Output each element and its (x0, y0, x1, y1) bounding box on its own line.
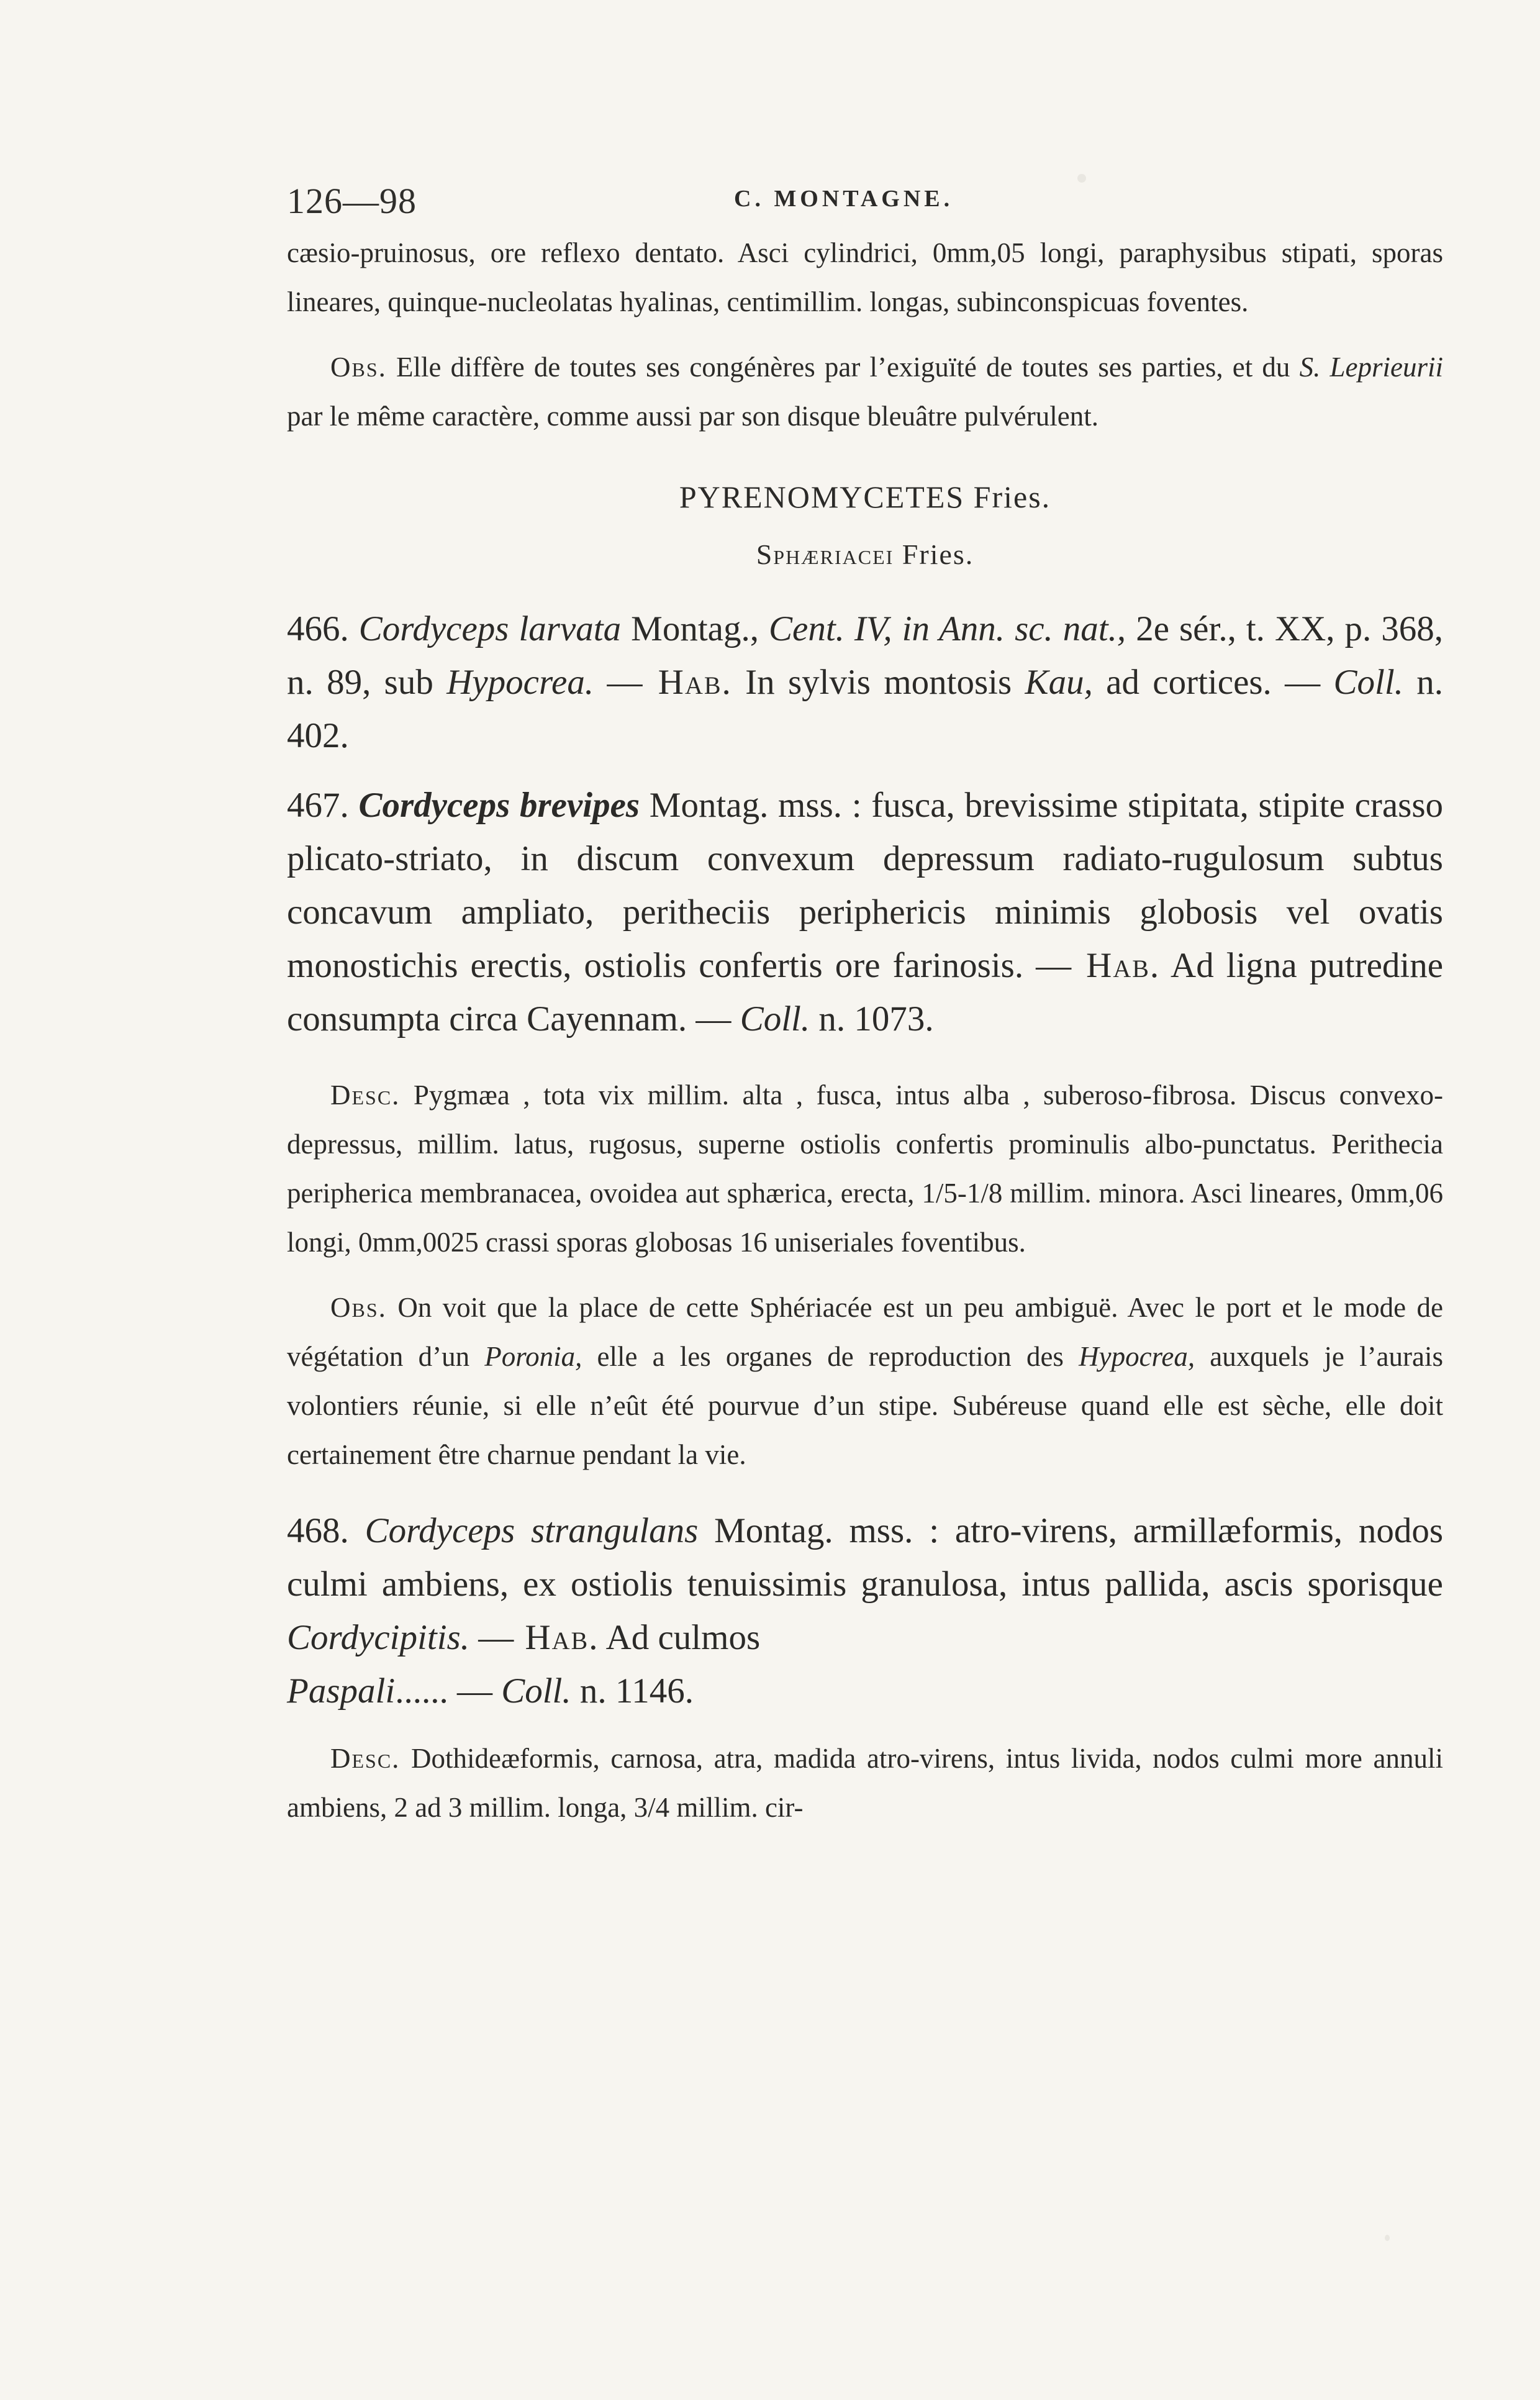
obs-text-b: elle a les organes de reproduction des (597, 1341, 1064, 1372)
habitat-dots: ...... — (395, 1671, 492, 1711)
genus-hypocrea: Hypocrea, (1079, 1341, 1195, 1372)
hab-label: — Hab. (478, 1618, 599, 1657)
coll-label: Coll. (501, 1671, 571, 1711)
running-head: C. MONTAGNE. (734, 186, 954, 212)
continuation-text: cæsio-pruinosus, ore reflexo dentato. Asci cylindrici, 0mm,05 longi, paraphysibus stipati, sporas lineares, quinque-nucleolatas hyalinas, centimillim. longas, subinconspicuas foventes. (287, 237, 1443, 317)
hab-label: — Hab. (607, 663, 732, 702)
species-name: Cordyceps strangulans (365, 1511, 699, 1550)
entry-number: 467. (287, 786, 349, 825)
paragraph-continuation (287, 229, 1443, 327)
author: Montag., (631, 609, 759, 648)
coll-label: Coll. (740, 999, 810, 1039)
reference-italic: Cent. IV, in Ann. sc. nat., (769, 609, 1126, 648)
description-text: Dothideæformis, carnosa, atra, madida atro-virens, intus livida, nodos culmi more annuli ambiens, 2 ad 3 millim. longa, 3/4 millim. cir- (287, 1743, 1443, 1823)
host-genus: Paspali (287, 1671, 396, 1711)
habitat: Ad ligna putredine consumpta circa Cayennam. — (287, 946, 1443, 1039)
obs-text-a: Elle diffère de toutes ses congénères par l’exiguïté de toutes ses parties, et du (396, 352, 1290, 383)
coll-label: Coll. (1333, 663, 1403, 702)
genus-poronia: Poronia, (484, 1341, 582, 1372)
family-name: Sphæriacei (756, 539, 894, 570)
author: Montag. mss. : (649, 786, 862, 825)
family-author: Fries. (902, 539, 974, 570)
entry-468 (287, 1504, 1443, 1718)
habitat: In sylvis montosis (745, 663, 1012, 702)
family-heading (287, 532, 1443, 578)
description-468 (287, 1734, 1443, 1832)
habitat-b: ad cortices. — (1106, 663, 1321, 702)
entry-number: 468. (287, 1511, 349, 1550)
obs-label: Obs. (330, 352, 387, 383)
text-column (287, 173, 1443, 1832)
habitat-place: Kau, (1025, 663, 1093, 702)
description-text: Pygmæa , tota vix millim. alta , fusca, intus alba , suberoso-fibrosa. Discus convexo-depressus, millim. latus, rugosus, superne ostiolis confertis prominulis albo-punctatus. Perithecia peripherica membranacea, ovoidea aut sphærica, erecta, 1/5-1/8 millim. minora. Asci lineares, 0mm,06 longi, 0mm,0025 crassi sporas globosas 16 uniseriales foventibus. (287, 1080, 1444, 1258)
description-467 (287, 1071, 1443, 1267)
diagnosis: fusca, brevissime stipitata, stipite crasso plicato-striato, in discum convexum depressum radiato-rugulosum subtus concavum ampliato, peritheciis periphericis minimis globosis vel ovatis monostichis erectis, ostiolis confertis ore farinosis. (287, 786, 1444, 985)
obs-label: Obs. (330, 1292, 387, 1323)
desc-label: Desc. (330, 1080, 401, 1111)
page-header (287, 173, 1443, 229)
collection-number: n. 1073. (818, 999, 934, 1039)
author: Montag. mss. : (714, 1511, 940, 1550)
collection-number: n. 402. (287, 663, 1444, 755)
obs-species: S. Leprieurii (1299, 352, 1443, 383)
obs-text-c: auxquels je l’aurais volontiers réunie, si elle n’eût été pourvue d’un stipe. Subéreuse quand elle est sèche, elle doit certainement être charnue pendant la vie. (287, 1341, 1443, 1470)
entry-466 (287, 602, 1443, 763)
desc-label: Desc. (330, 1743, 401, 1774)
synonym-genus: Hypocrea. (446, 663, 594, 702)
species-name: Cordyceps brevipes (358, 786, 640, 825)
obs-text-a: On voit que la place de cette Sphériacée est un peu ambiguë. Avec le port et le mode de végétation d’un (287, 1292, 1443, 1372)
diagnosis: atro-virens, armillæformis, nodos culmi ambiens, ex ostiolis tenuissimis granulosa, intus pallida, ascis sporisque (287, 1511, 1444, 1604)
entry-467 (287, 779, 1443, 1046)
habitat: Ad culmos (605, 1618, 761, 1657)
observation-paragraph (287, 343, 1443, 441)
observation-467 (287, 1283, 1443, 1480)
hab-label: — Hab. (1036, 946, 1161, 985)
genus-cordyceps: Cordycipitis. (287, 1618, 469, 1657)
order-heading: PYRENOMYCETES Fries. (679, 480, 1051, 514)
entry-number: 466. (287, 609, 349, 648)
species-name: Cordyceps larvata (358, 609, 622, 648)
paper-spot (1385, 2235, 1390, 2241)
reference: 2e sér., t. XX, p. 368, n. 89, sub (287, 609, 1444, 702)
obs-text-b: par le même caractère, comme aussi par son disque bleuâtre pulvérulent. (287, 401, 1098, 432)
collection-number: n. 1146. (579, 1671, 694, 1711)
page-number: 126—98 (287, 181, 417, 221)
